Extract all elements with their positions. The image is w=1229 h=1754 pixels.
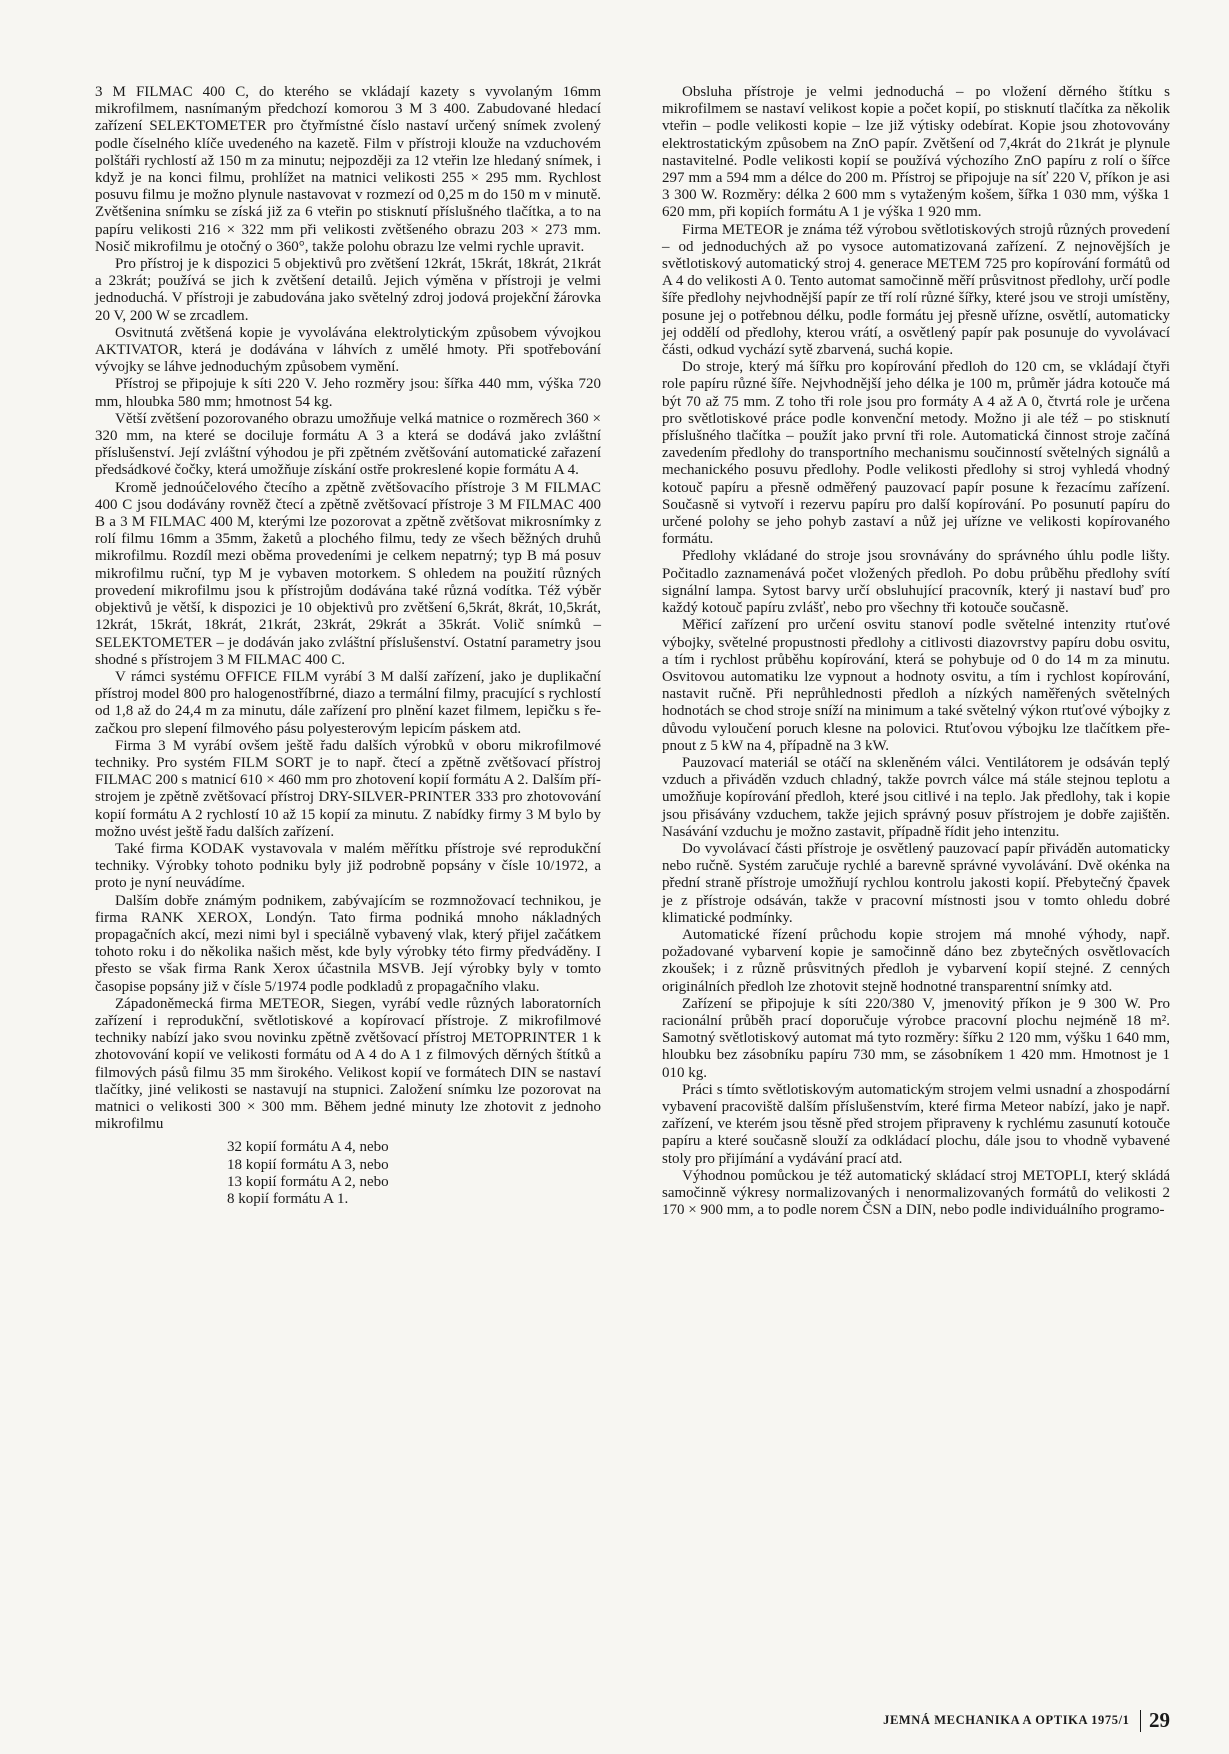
paragraph: Osvitnutá zvětšená kopie je vyvolávána elektrolytickým způsobem vývojkou AKTIVATOR, která je dodávána v láhvích z umělé hmoty. Při spotřebování vývojky se láhve jednoduchým způsobem vymění. bbox=[95, 324, 601, 376]
paragraph: Západoněmecká firma METEOR, Siegen, vyrábí vedle různých laboratorních zařízení i reprodukční, světlotiskové a kopírovací přístroje. Z mikrofilmové techniky nabízí jako svou novinku zpětně zvětšovací přístroj METOPRINTER 1 k zhotovování kopií ve velikosti formátu od A 4 do A 1 z filmových děrných štítků a filmových pásů filmu 35 mm širokého. Velikost kopií ve formátech DIN se nastaví tlačítky, jiné velikosti se nastavují na stupnici. Založení snímku lze pozorovat na matnici o velikosti 300 × 300 mm. Během jedné minuty lze zhotovit z jednoho mikrofilmu bbox=[95, 995, 601, 1133]
paragraph: Práci s tímto světlotiskovým automatickým strojem velmi usnadní a zhospodární vybavení pracoviště dalším příslušenstvím, které firma Meteor nabízí, jako je např. zařízení, ve kterém jsou těsně před strojem připraveny k rychlému zasunutí kotouče papíru a které současně slouží za odkládací plochu, dále jsou to vhodně vybavené stoly pro přijímání a vydávání prací atd. bbox=[662, 1081, 1170, 1167]
paragraph: Zařízení se připojuje k síti 220/380 V, jmenovitý příkon je 9 300 W. Pro racionální průběh prací doporučuje výrobce pracovní plochu nejméně 18 m². Samotný světlotiskový automat má tyto rozměry: šířku 2 120 mm, výšku 1 640 mm, hloubku bez zásobníku papíru 730 mm, se zásobníkem 1 420 mm. Hmotnost je 1 010 kg. bbox=[662, 995, 1170, 1081]
footer-divider bbox=[1140, 1710, 1142, 1732]
list-item: 13 kopií formátu A 2, nebo bbox=[227, 1173, 389, 1190]
paragraph: Měřicí zařízení pro určení osvitu stanoví podle světelné intenzity rtuťové výbojky, světelné propustnosti předlohy a citlivosti diazovrstvy papíru dobu osvitu, a tím i rychlost průběhu kopírování, která se pohybuje od 0 do 14 m za minutu. Osvitovou automatiku lze vypnout a hodnoty osvitu, a tím i rychlost kopírování, nastavit ručně. Při neprůhlednosti předloh a nízkých naměřených světelných hodnotách se chod stroje sníží na minimum a také světelný výkon rtuťové výbojky z důvodu vyloučení poruch klesne na polovici. Rtuťovou výbojku lze tlačítkem přepnout z 5 kW na 4, případně na 3 kW. bbox=[662, 617, 1170, 754]
right-column bbox=[662, 84, 1170, 1219]
list-item: 8 kopií formátu A 1. bbox=[227, 1191, 349, 1207]
paragraph: Větší zvětšení pozorovaného obrazu umožňuje velká matnice o rozměrech 360 × 320 mm, na které se dociluje formátu A 3 a která se dodává jako zvláštní příslušenství. Její zvláštní výhodou je při zpětném zvětšování automatické zařazení předsádkové čočky, která umožňuje získání ostře prokreslené kopie formátu A 4. bbox=[95, 410, 601, 479]
paragraph: Pauzovací materiál se otáčí na skleněném válci. Ventilátorem je odsáván teplý vzduch a přiváděn vzduch chladný, takže povrch válce má stále stejnou teplotu a umožňuje kopírování předloh, které jsou citlivé i na teplo. Jak předlohy, tak i kopie jsou přisávány vzduchem, takže jejich správný posuv přístrojem je dobře zajištěn. Nasávání vzduchu je možno zastavit, případně řídit jeho intenzitu. bbox=[662, 754, 1170, 840]
paragraph: Firma 3 M vyrábí ovšem ještě řadu dalších výrobků v oboru mikrofilmové techniky. Pro systém FILM SORT je to např. čtecí a zpětně zvětšovací přístroj FILMAC 200 s matnicí 610 × 460 mm pro zhotovení kopií formátu A 2. Dalším přístrojem je zpětně zvětšovací přístroj DRY-SILVER-PRINTER 333 pro zhotovování kopií formátu A 2 rychlostí 10 až 15 kopií za minutu. Z nabídky firmy 3 M bylo by možno uvést ještě řadu dalších zařízení. bbox=[95, 737, 601, 840]
paragraph: Dalším dobře známým podnikem, zabývajícím se rozmnožovací technikou, je firma RANK XEROX, Londýn. Tato firma podniká mnoho nákladných propagačních akcí, mezi nimi byl i speciálně vybavený vlak, který přijel začátkem tohoto roku i do několika našich měst, kde byly výrobky této firmy předváděny. I přesto se však firma Rank Xerox účastnila MSVB. Její výrobky byly v tomto časopise popsány již v čísle 5/1974 podle podkladů z propagačního vlaku. bbox=[95, 892, 601, 995]
page-footer bbox=[800, 1708, 1170, 1733]
list-item: 32 kopií formátu A 4, nebo bbox=[227, 1139, 389, 1156]
paragraph: Výhodnou pomůckou je též automatický skládací stroj METOPLI, který skládá samočinně výkresy normalizovaných i nenormalizovaných formátů do velikosti 2 170 × 900 mm, a to podle norem ČSN a DIN, nebo podle individuálního programo- bbox=[662, 1167, 1170, 1219]
paragraph: Firma METEOR je známa též výrobou světlotiskových strojů různých provedení – od jednoduchých až po vysoce automatizovaná zařízení. Z nejnovějších je světlotiskový automatický stroj 4. generace METEM 725 pro kopírování formátů od A 4 do velikosti A 0. Tento automat samočinně měří průsvitnost předlohy, určí podle šíře předlohy nejvhodnější papír ze tří rolí různé šířky, které jsou ve stroji umístěny, posune jej o potřebnou délku, podle formátu jej přesně uřízne, osvětlí, automaticky jej oddělí od předlohy, kterou vrátí, a osvětlený papír pak posunuje do vyvolávací části, odkud vychází sytě zbarvená, suchá kopie. bbox=[662, 221, 1170, 359]
paragraph: Do stroje, který má šířku pro kopírování předloh do 120 cm, se vkládají čtyři role papíru různé šíře. Nejvhodnější jeho délka je 100 m, průměr jádra kotouče má být 70 až 75 mm. Z toho tři role jsou pro formáty A 4 až A 0, čtvrtá role je určena pro světlotiskové práce podle konvenční metody. Možno ji ale též – po stisknutí příslušného tlačítka – použít jako první tři role. Automatická činnost stroje začíná zavedením předlohy do transportního mechanismu součinností světelných signálů a mechanického posuvu předlohy. Podle velikosti předlohy si stroj vyhledá vhodný kotouč papíru a přesně odměřený pauzovací papír posune k řezacímu zařízení. Současně si vytvoří i rezervu papíru pro další kopírování. Po posunutí papíru do určené polohy se jeho pohyb zastaví a nůž jej uřízne ve velikosti kopírovaného formátu. bbox=[662, 359, 1170, 548]
paragraph: V rámci systému OFFICE FILM vyrábí 3 M další zařízení, jako je duplikační přístroj model 800 pro halogenostříbrné, diazo a termální filmy, pracující s rychlostí od 1,8 až do 24,4 m za minutu, dále zařízení pro plnění kazet filmem, lepičku s řezačkou pro slepení filmového pásu polyesterovým lepicím páskem atd. bbox=[95, 668, 601, 737]
paragraph: Automatické řízení průchodu kopie strojem má mnohé výhody, např. požadované vybarvení kopie je samočinně dáno bez zbytečných osvětlovacích zkoušek; i z různě průsvitných předloh je vybarvení kopií stejné. Z cenných originálních předloh lze zhotovit stejně hodnotné transparentní snímky atd. bbox=[662, 926, 1170, 995]
left-column bbox=[95, 84, 601, 1208]
paragraph: Pro přístroj je k dispozici 5 objektivů pro zvětšení 12krát, 15krát, 18krát, 21krát a 23krát; používá se jich k zvětšení detailů. Jejich výměna v přístroji je velmi jednoduchá. V přístroji je zabudována jako světelný zdroj jodová projekční žárovka 20 V, 200 W se zrcadlem. bbox=[95, 256, 601, 324]
paragraph: Kromě jednoúčelového čtecího a zpětně zvětšovacího přístroje 3 M FILMAC 400 C jsou dodávány rovněž čtecí a zpětně zvětšovací přístroje 3 M FILMAC 400 B a 3 M FILMAC 400 M, kterými lze pozorovat a zpětně zvětšovat mikrosnímky z rolí filmu 16mm a 35mm, žaketů a plochého filmu, tedy ze všech běžných druhů mikrofilmu. Rozdíl mezi oběma provedeními je celkem nepatrný; typ B má posuv mikrofilmu ruční, typ M je vybaven motorkem. S ohledem na použití různých provedení mikrofilmu jsou k přístrojům dodávána také různá vodítka. Též výběr objektivů je větší, k dispozici je 10 objektivů pro zvětšení 6,5krát, 8krát, 10,5krát, 12krát, 15krát, 18krát, 21krát, 23krát, 29krát a 35krát. Volič snímků – SELEKTOMETER – je dodáván jako zvláštní příslušenství. Ostatní parametry jsou shodné s přístrojem 3 M FILMAC 400 C. bbox=[95, 479, 601, 668]
paragraph: 3 M FILMAC 400 C, do kterého se vkládají kazety s vyvolaným 16mm mikrofilmem, nasnímaným předchozí komorou 3 M 3 400. Zabudované hledací zařízení SELEKTOMETER pro čtyřmístné číslo nastaví určený snímek zvolený podle číselného klíče uvedeného na kazetě. Film v přístroji klouže na vzduchovém polštáři rychlostí až 150 m za minutu; nejpozději za 12 vteřin lze hledaný snímek, i když je na konci filmu, prohlížet na matnici velikosti 255 × 295 mm. Rychlost posuvu filmu je možno plynule nastavovat v rozmezí od 0,25 m do 150 m v minutě. Zvětšenina snímku se získá již za 6 vteřin po stisknutí příslušného tlačítka, a to na papíru velikosti 216 × 322 mm při velikosti zvětšeného obrazu 203 × 273 mm. Nosič mikrofilmu je otočný o 360°, takže polohu obrazu lze velmi rychle upravit. bbox=[95, 84, 601, 255]
paragraph: Obsluha přístroje je velmi jednoduchá – po vložení děrného štítku s mikrofilmem se nastaví velikost kopie a počet kopií, po stisknutí tlačítka za několik vteřin – podle velikosti kopie – lze již výtisky odebírat. Kopie jsou zhotovovány elektrostatickým způsobem na ZnO papír. Zvětšení od 7,4krát do 21krát je plynule nastavitelné. Podle velikosti kopií se používá výchozího ZnO papíru z rolí o šířce 297 mm a 594 mm a délce do 200 m. Přístroj se připojuje na síť 220 V, příkon je asi 3 300 W. Rozměry: délka 2 600 mm s vytaženým košem, šířka 1 030 mm, výška 1 620 mm, při kopiích formátu A 1 je výška 1 920 mm. bbox=[662, 84, 1170, 221]
copies-list bbox=[227, 1139, 601, 1208]
list-item: 18 kopií formátu A 3, nebo bbox=[227, 1156, 389, 1173]
paragraph: Předlohy vkládané do stroje jsou srovnávány do správného úhlu podle lišty. Počitadlo zaznamenává počet vložených předloh. Po dobu průběhu předlohy svítí signální lampa. Sytost barvy určí obsluhující pracovník, který ji nastaví buď pro každý kotouč papíru zvlášť, nebo pro všechny tři kotouče současně. bbox=[662, 548, 1170, 617]
page-number: 29 bbox=[1149, 1708, 1170, 1732]
journal-title: JEMNÁ MECHANIKA A OPTIKA 1975/1 bbox=[883, 1713, 1130, 1727]
paragraph: Přístroj se připojuje k síti 220 V. Jeho rozměry jsou: šířka 440 mm, výška 720 mm, hloubka 580 mm; hmotnost 54 kg. bbox=[95, 376, 601, 410]
paragraph: Do vyvolávací části přístroje je osvětlený pauzovací papír přiváděn automaticky nebo ručně. Systém zaručuje rychlé a barevně správné vyvolávání. Dvě okénka na přední straně přístroje umožňují rychlou kontrolu jakosti kopií. Přebytečný čpavek je z přístroje odsáván, takže v pracovní místnosti jsou v tomto ohledu dobré klimatické podmínky. bbox=[662, 840, 1170, 926]
paragraph: Také firma KODAK vystavovala v malém měřítku přístroje své reprodukční techniky. Výrobky tohoto podniku byly již podrobně popsány v čísle 10/1972, a proto je nyní neuvádíme. bbox=[95, 840, 601, 892]
